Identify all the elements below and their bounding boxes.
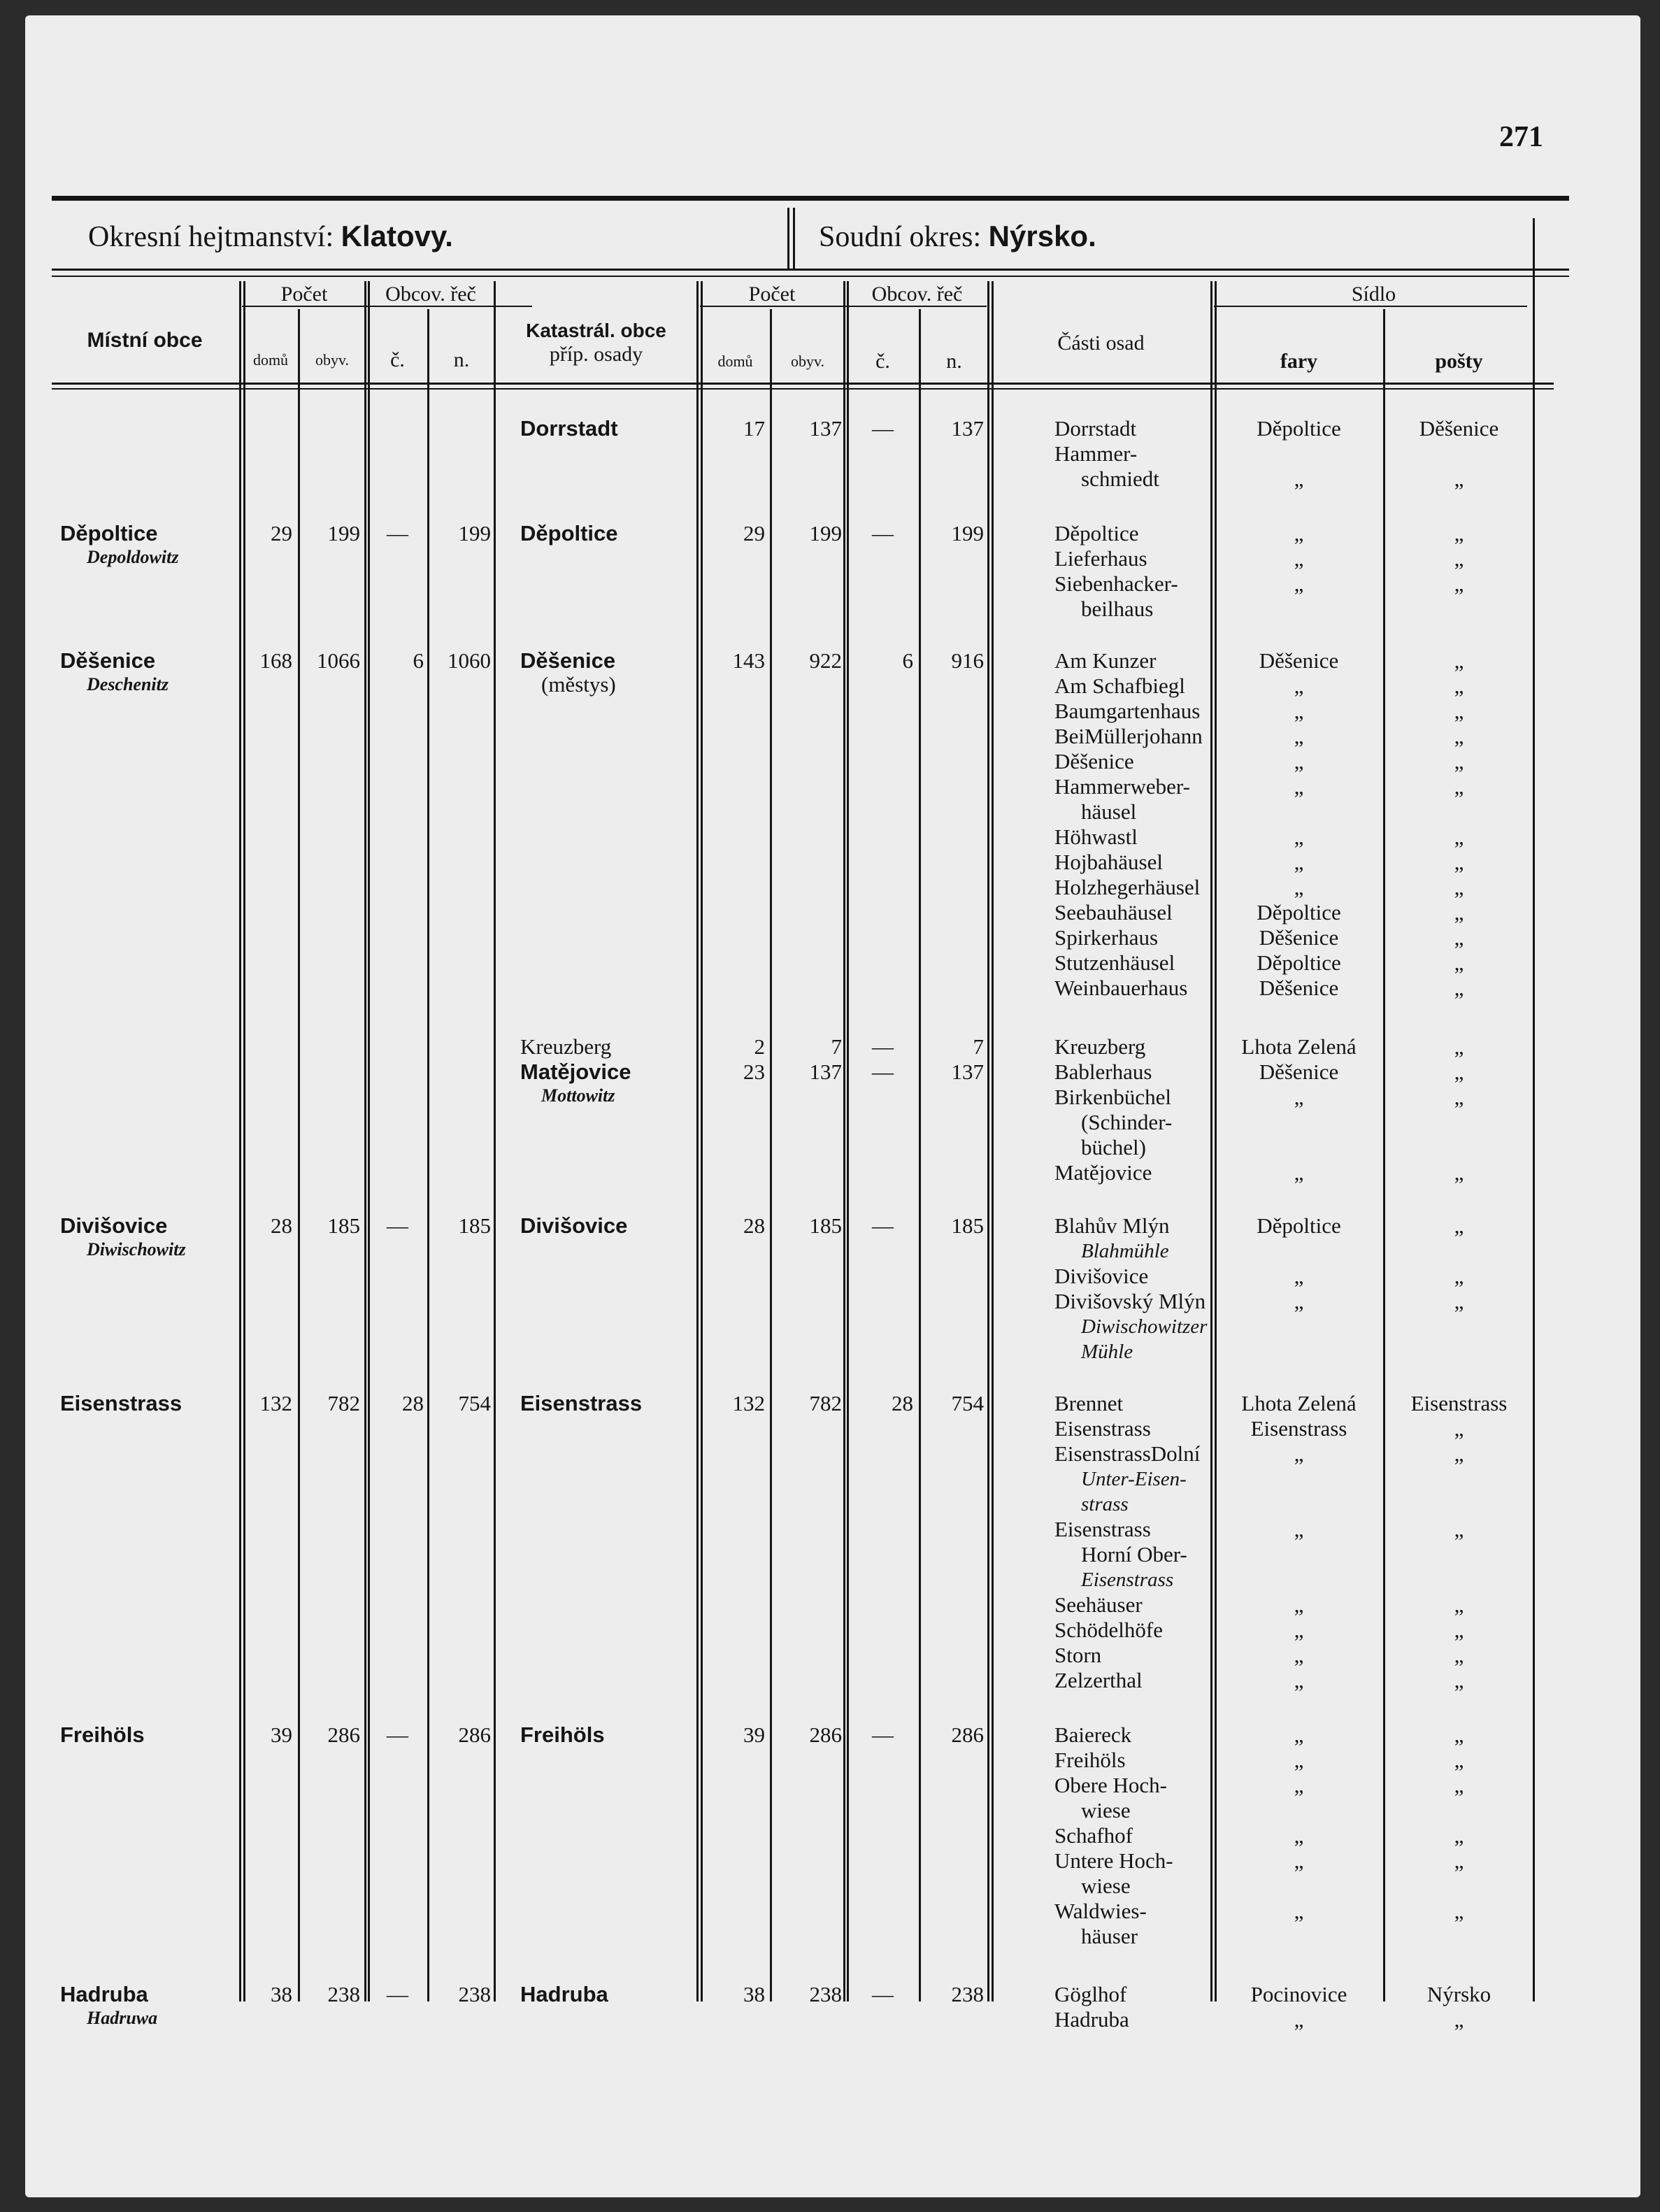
katastral-name: Freihöls [520,1722,605,1747]
fara-value: „ [1294,1085,1304,1109]
col-posty: pošty [1435,350,1483,373]
kat-n: 199 [951,521,984,545]
obec-german-name: Diwischowitz [87,1239,186,1260]
osada-name: Diwischowitzer [1081,1315,1208,1338]
osada-name: EisenstrassDolní [1054,1441,1201,1466]
kat-c: — [872,1982,894,2006]
court-header [819,220,1096,254]
osada-name: Unter-Eisen- [1081,1468,1187,1490]
fara-value: „ [1294,1643,1304,1667]
column-line [919,309,921,2001]
osada-name: Divišovice [1054,1264,1149,1288]
posta-value: Děšenice [1419,416,1499,441]
fara-value: „ [1294,1899,1304,1923]
posta-value: „ [1454,825,1464,849]
osada-name: Blahmühle [1081,1240,1169,1262]
column-line [843,281,845,2001]
page-number: 271 [1499,121,1543,153]
katastral-name: Děšenice [520,648,616,673]
fara-value: Děšenice [1259,1059,1339,1084]
header-divider [787,208,789,271]
posta-value: „ [1454,875,1464,899]
posta-value: „ [1454,976,1464,1000]
posta-value: „ [1454,1823,1464,1848]
col-pocet-2: Počet [748,283,796,306]
posta-value: „ [1454,1592,1464,1617]
osada-name: Seehäuser [1054,1592,1143,1617]
posta-value: „ [1454,571,1464,596]
osada-name: Brennet [1054,1391,1124,1415]
header-rule-2 [52,388,1554,390]
col-domu-2: domů [717,352,753,370]
column-line [239,281,241,2001]
posta-value: Nýrsko [1426,1982,1491,2006]
osada-name: strass [1081,1493,1129,1515]
posta-value: „ [1454,1059,1464,1084]
posta-value: „ [1454,1517,1464,1541]
header-bottom-rule-2 [52,276,1569,277]
obec-n: 286 [458,1722,491,1747]
katastral-german-name: Mottowitz [541,1085,615,1106]
katastral-sub: (městys) [541,672,616,697]
kat-domu: 143 [732,648,765,673]
col-fary: fary [1280,350,1318,373]
fara-value: „ [1294,1160,1304,1185]
obec-domu: 168 [259,648,292,673]
katastral-name: Děpoltice [520,521,618,545]
posta-value: „ [1454,1899,1464,1923]
posta-value: „ [1454,925,1464,950]
osada-name: büchel) [1081,1135,1146,1159]
posta-value: „ [1454,2007,1464,2032]
posta-value: „ [1454,521,1464,545]
posta-value: „ [1454,900,1464,925]
fara-value: Děpoltice [1257,900,1341,925]
fara-value: „ [1294,699,1304,723]
column-line [298,309,300,2001]
fara-value: „ [1294,546,1304,571]
obec-german-name: Hadruwa [87,2008,158,2028]
fara-value: „ [1294,1823,1304,1848]
fara-value: Děpoltice [1257,416,1341,441]
column-line [427,309,429,2001]
osada-name: Matějovice [1054,1160,1152,1185]
obec-n: 754 [458,1391,491,1415]
kat-obyv: 922 [809,648,842,673]
obec-c: — [387,521,408,545]
posta-value: „ [1454,749,1464,773]
obec-obyv: 199 [327,521,360,545]
posta-value: „ [1454,1160,1464,1185]
osada-name: wiese [1081,1874,1131,1898]
col-pocet: Počet [280,283,328,306]
kat-c: — [872,416,894,441]
posta-value: „ [1454,1643,1464,1667]
fara-value: „ [1294,2007,1304,2032]
fara-value: Pocinovice [1250,1982,1347,2006]
osada-name: Schafhof [1054,1823,1133,1848]
posta-value: „ [1454,699,1464,723]
osada-name: Weinbauerhaus [1054,976,1188,1000]
katastral-name: Divišovice [520,1213,628,1238]
osada-name: Děpoltice [1054,521,1139,545]
posta-value: „ [1454,1848,1464,1873]
obec-c: 6 [413,648,424,673]
posta-value: „ [1454,1289,1464,1313]
obec-name: Hadruba [60,1982,148,2006]
posta-value: „ [1454,850,1464,874]
kat-obyv: 782 [809,1391,842,1415]
posta-value: „ [1454,1034,1464,1059]
kat-obyv: 185 [809,1213,842,1238]
fara-value: „ [1294,724,1304,748]
osada-name: Eisenstrass [1054,1517,1151,1541]
fara-value: Eisenstrass [1250,1416,1347,1441]
osada-name: Am Schafbiegl [1054,673,1185,698]
osada-name: Zelzerthal [1054,1668,1143,1692]
posta-value: Eisenstrass [1410,1391,1508,1415]
kat-obyv: 238 [809,1982,842,2006]
column-line [364,281,366,2001]
osada-name: Dorrstadt [1054,416,1137,441]
posta-value: „ [1454,673,1464,698]
kat-obyv: 286 [809,1722,842,1747]
fara-value: „ [1294,1848,1304,1873]
osada-name: Baumgartenhaus [1054,699,1201,723]
fara-value: Děšenice [1259,925,1339,950]
osada-name: Hojbahäusel [1054,850,1163,874]
posta-value: „ [1454,1668,1464,1692]
katastral-name: Hadruba [520,1982,608,2006]
osada-name: Stutzenhäusel [1054,950,1175,975]
posta-value: „ [1454,1416,1464,1441]
osada-name: Waldwies- [1054,1899,1147,1923]
kat-domu: 38 [743,1982,765,2006]
fara-value: „ [1294,850,1304,874]
obec-domu: 28 [271,1213,292,1238]
osada-name: Spirkerhaus [1054,925,1159,950]
posta-value: „ [1454,1773,1464,1797]
osada-name: wiese [1081,1798,1131,1822]
col-domu: domů [252,351,289,369]
osada-name: häusel [1081,799,1137,824]
obec-name: Děpoltice [60,521,158,545]
court-value: Nýrsko. [988,220,1096,252]
osada-name: (Schinder- [1081,1110,1173,1134]
kat-n: 754 [951,1391,984,1415]
katastral-name: Kreuzberg [520,1034,612,1059]
kat-obyv: 137 [809,416,842,441]
column-line [992,281,994,2001]
fara-value: „ [1294,1441,1304,1466]
katastral-name: Dorrstadt [520,416,618,441]
obec-c: — [387,1213,408,1238]
osada-name: Mühle [1081,1341,1133,1363]
kat-domu: 28 [743,1213,765,1238]
osada-name: Divišovský Mlýn [1054,1289,1206,1313]
posta-value: „ [1454,1748,1464,1772]
district-label: Okresní hejtmanství: [88,221,334,253]
kat-n: 185 [951,1213,984,1238]
kat-domu: 23 [743,1059,765,1084]
obec-n: 238 [458,1982,491,2006]
column-line [494,281,496,2001]
obec-obyv: 238 [327,1982,360,2006]
osada-name: Holzhegerhäusel [1054,875,1201,899]
posta-value: „ [1454,950,1464,975]
osada-name: Hadruba [1054,2007,1129,2032]
osada-name: Eisenstrass [1081,1569,1174,1591]
posta-value: „ [1454,648,1464,673]
osada-name: Am Kunzer [1054,648,1157,673]
osada-name: Hammer- [1054,441,1138,466]
district-value: Klatovy. [341,220,453,252]
fara-value: Lhota Zelená [1241,1391,1357,1415]
kat-c: 28 [892,1391,913,1415]
osada-name: Eisenstrass [1054,1416,1151,1441]
osada-name: Hammerweber- [1054,774,1190,799]
osada-name: Lieferhaus [1054,546,1147,571]
katastral-name: Matějovice [520,1059,631,1084]
posta-value: „ [1454,466,1464,491]
fara-value: „ [1294,1773,1304,1797]
kat-c: — [872,1213,894,1238]
fara-value: „ [1294,1592,1304,1617]
obec-german-name: Deschenitz [87,674,169,694]
kat-domu: 39 [743,1722,765,1747]
fara-value: Lhota Zelená [1241,1034,1357,1059]
fara-value: „ [1294,1264,1304,1288]
osada-name: Obere Hoch- [1054,1773,1167,1797]
col-c-2: č. [875,350,890,373]
col-obyv: obyv. [315,351,350,369]
col-katastral-sub: příp. osady [549,343,643,366]
obec-name: Děšenice [60,648,156,673]
obec-c: — [387,1982,408,2006]
osada-name: Freihöls [1054,1748,1126,1772]
fara-value: „ [1294,1748,1304,1772]
col-n-2: n. [946,350,962,373]
kat-c: — [872,1059,894,1084]
posta-value: „ [1454,1213,1464,1238]
osada-name: Höhwastl [1054,825,1138,849]
osada-name: Untere Hoch- [1054,1848,1173,1873]
col-obcov-rec-2: Obcov. řeč [871,283,963,306]
kat-n: 916 [951,648,984,673]
kat-n: 286 [951,1722,984,1747]
osada-name: Děšenice [1054,749,1134,773]
obec-name: Freihöls [60,1722,145,1747]
fara-value: Děpoltice [1257,950,1341,975]
fara-value: „ [1294,1722,1304,1747]
posta-value: „ [1454,1618,1464,1642]
osada-name: Bablerhaus [1054,1059,1152,1084]
obec-domu: 29 [271,521,292,545]
fara-value: „ [1294,521,1304,545]
obec-n: 185 [458,1213,491,1238]
osada-name: beilhaus [1081,597,1154,621]
district-header [88,220,453,254]
court-label: Soudní okres: [819,221,982,253]
column-line [770,309,772,2001]
posta-value: „ [1454,1085,1464,1109]
osada-name: Kreuzberg [1054,1034,1146,1059]
fara-value: Děšenice [1259,976,1339,1000]
obec-n: 199 [458,521,491,545]
col-katastral: Katastrál. obce [526,320,666,341]
kat-obyv: 137 [809,1059,842,1084]
kat-obyv: 199 [809,521,842,545]
col-mistni-obce: Místní obce [87,329,203,352]
kat-domu: 17 [743,416,765,441]
fara-value: „ [1294,466,1304,491]
kat-n: 238 [951,1982,984,2006]
osada-name: Storn [1054,1643,1102,1667]
obec-obyv: 286 [327,1722,360,1747]
header-divider-2 [793,208,795,271]
osada-name: Blahův Mlýn [1054,1213,1170,1238]
obec-domu: 39 [271,1722,292,1747]
osada-name: BeiMüllerjohann [1054,724,1203,748]
kat-c: — [872,521,894,545]
document-page [25,15,1640,2197]
kat-domu: 132 [732,1391,765,1415]
obec-domu: 38 [271,1982,292,2006]
obec-name: Divišovice [60,1213,168,1238]
kat-n: 137 [951,416,984,441]
column-line [987,281,989,2001]
obec-german-name: Depoldowitz [87,547,179,567]
header-rule [52,383,1554,385]
fara-value: Děpoltice [1257,1213,1341,1238]
obec-name: Eisenstrass [60,1391,183,1415]
obec-obyv: 1066 [317,648,360,673]
kat-n: 137 [951,1059,984,1084]
osada-name: Siebenhacker- [1054,571,1178,596]
posta-value: „ [1454,1264,1464,1288]
column-line [1210,281,1212,2001]
posta-value: „ [1454,774,1464,799]
col-obyv-2: obyv. [790,352,825,370]
col-casti-osad: Části osad [1057,331,1145,355]
kat-c: — [872,1722,894,1747]
osada-name: Seebauhäusel [1054,900,1173,925]
kat-n: 7 [973,1034,984,1059]
katastral-name: Eisenstrass [520,1391,643,1415]
obec-c: 28 [402,1391,424,1415]
col-obcov-rec: Obcov. řeč [385,283,476,306]
kat-c: — [872,1034,894,1059]
obec-c: — [387,1722,408,1747]
header-bottom-rule [52,269,1569,271]
osada-name: häuser [1081,1924,1138,1948]
fara-value: „ [1294,774,1304,799]
column-line [696,281,699,2001]
fara-value: „ [1294,825,1304,849]
posta-value: „ [1454,546,1464,571]
kat-obyv: 7 [831,1034,842,1059]
osada-name: Birkenbüchel [1054,1085,1172,1109]
fara-value: Děšenice [1259,648,1339,673]
fara-value: „ [1294,875,1304,899]
osada-name: Schödelhöfe [1054,1618,1163,1642]
kat-domu: 2 [754,1034,765,1059]
fara-value: „ [1294,1618,1304,1642]
fara-value: „ [1294,571,1304,596]
col-n: n. [453,348,470,371]
kat-domu: 29 [743,521,765,545]
posta-value: „ [1454,724,1464,748]
fara-value: „ [1294,673,1304,698]
fara-value: „ [1294,1289,1304,1313]
obec-domu: 132 [259,1391,292,1415]
col-sidlo: Sídlo [1351,283,1396,306]
obec-obyv: 185 [327,1213,360,1238]
osada-name: Baiereck [1054,1722,1132,1747]
header-top-rule [52,196,1569,201]
osada-name: Horní Ober- [1081,1542,1187,1567]
obec-n: 1060 [448,648,491,673]
posta-value: „ [1454,1722,1464,1747]
osada-name: Göglhof [1054,1982,1127,2006]
fara-value: „ [1294,749,1304,773]
col-c: č. [390,348,405,371]
fara-value: „ [1294,1517,1304,1541]
osada-name: schmiedt [1081,466,1159,491]
fara-value: „ [1294,1668,1304,1692]
posta-value: „ [1454,1441,1464,1466]
column-line [1533,218,1535,2001]
kat-c: 6 [902,648,913,673]
obec-obyv: 782 [327,1391,360,1415]
